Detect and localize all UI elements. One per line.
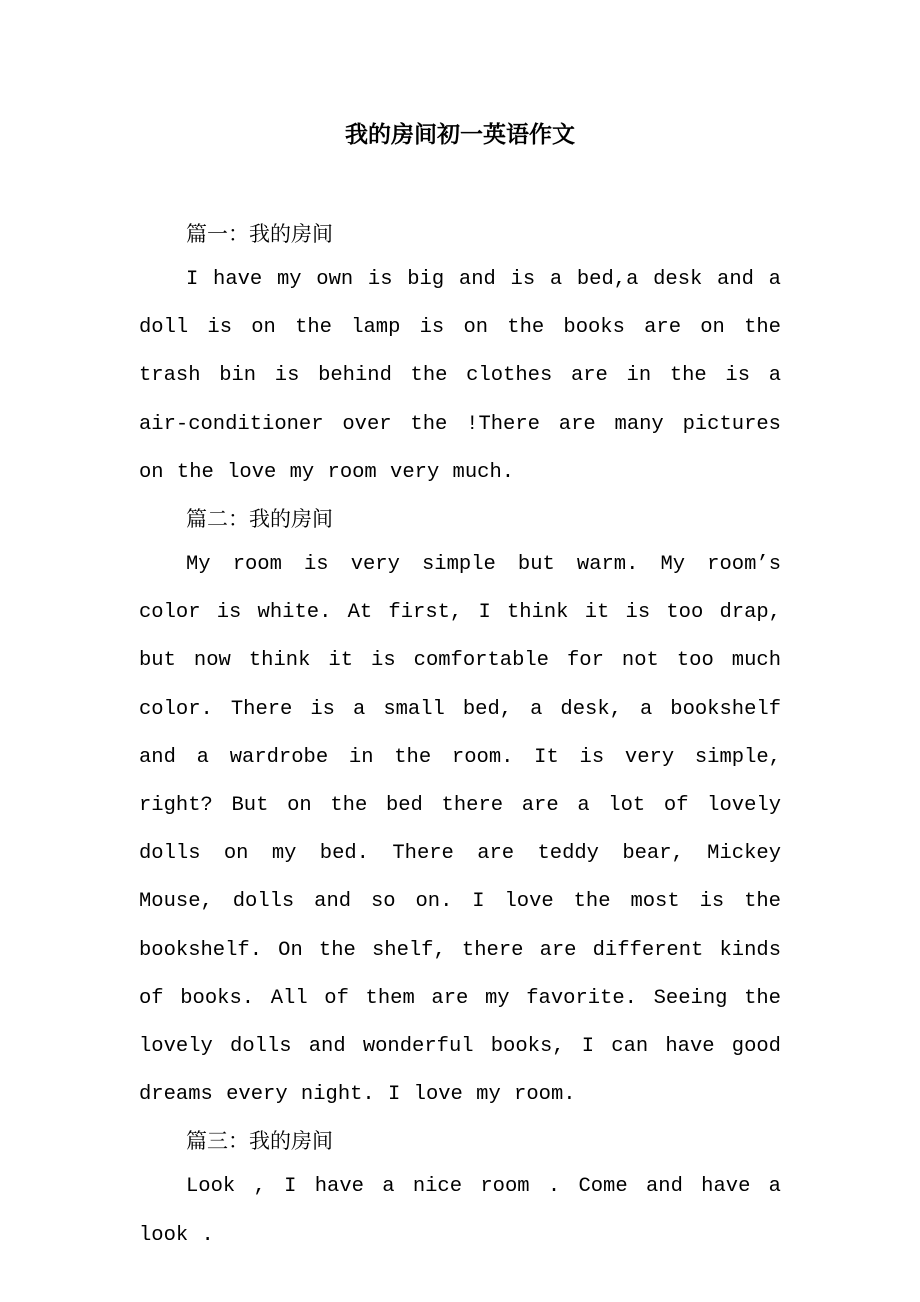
section-heading-3: 篇三：我的房间 bbox=[186, 1129, 333, 1154]
section-heading-2: 篇二：我的房间 bbox=[186, 507, 333, 532]
document-body bbox=[139, 212, 781, 1260]
section-paragraph-3: Look , I have a nice room . Come and have a look . bbox=[139, 1175, 781, 1247]
document-title: 我的房间初一英语作文 bbox=[345, 121, 575, 148]
section-paragraph-2: My room is very simple but warm. My room’s color is white. At first, I think it is too drap, but now think it is comfortable for not too much color. There is a small bed, a desk, a bookshelf and a wardrobe in the room. It is very simple, right? But on the bed there are a lot of lovely dolls on my bed. There are teddy bear, Mickey Mouse, dolls and so on. I love the most is the bookshelf. On the shelf, there are different kinds of books. All of them are my favorite. Seeing the lovely dolls and wonderful books, I can have good dreams every night. I love my room. bbox=[139, 553, 781, 1107]
section-heading-1: 篇一：我的房间 bbox=[186, 222, 333, 246]
section-paragraph-1: I have my own is big and is a bed,a desk and a doll is on the lamp is on the books are on the trash bin is behind the clothes are in the is a air-conditioner over the !There are many pictures on the love my room very much. bbox=[139, 268, 781, 484]
